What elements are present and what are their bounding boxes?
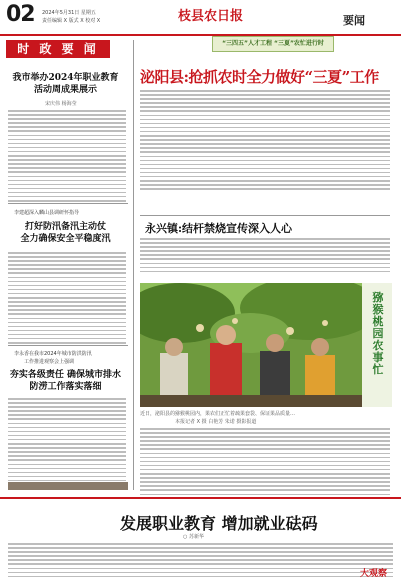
bottom-headline: 发展职业教育 增加就业砝码	[120, 514, 318, 533]
bottom-byline: ○ 苏新华	[183, 534, 204, 540]
newspaper-logo: 枝县农日报	[178, 9, 244, 24]
story-continued-body	[140, 428, 390, 502]
editor-line: 责任编辑 X 版式 X 校对 X	[42, 18, 101, 24]
section-rule	[0, 497, 401, 499]
divider	[8, 345, 128, 346]
second-body	[140, 238, 390, 275]
section-name: 要闻	[343, 14, 365, 27]
article-2-headline: 打好防汛备汛主动仗 全力确保安全平稳度汛	[20, 222, 111, 244]
page-number: 02	[6, 2, 35, 27]
article-1-body	[8, 110, 126, 204]
article-2-kicker: 李建超深入麟山县调研怀指导	[14, 210, 80, 216]
photo-illustration	[140, 283, 362, 407]
article-3-photo-strip	[8, 482, 128, 490]
article-3-body	[8, 398, 126, 484]
article-3-kicker-2: 工作推进观察会上强调	[24, 359, 75, 365]
article-2-body	[8, 252, 126, 346]
divider	[140, 215, 390, 216]
column-divider	[133, 40, 134, 490]
column-header: 时 政 要 闻	[6, 40, 110, 58]
column-stamp: 大观察	[360, 569, 388, 579]
article-1-byline: 宋庆伟 杨海莹	[45, 101, 77, 107]
photo-credit: 本报记者 X 摄 白艳芳 朱诺 摄影报道	[175, 419, 257, 425]
page-header	[0, 0, 401, 36]
article-3-kicker: 李永香在我市2024年城市防洪防汛	[14, 351, 92, 357]
article-1-headline: 我市举办2024年职业教育 活动周成果展示	[12, 73, 119, 95]
second-headline: 永兴镇:结杆禁烧宣传深入人心	[145, 222, 293, 235]
main-body	[140, 90, 390, 192]
divider	[8, 203, 128, 204]
top-banner: “三四五”人才工程 “三夏”农忙进行时	[212, 36, 334, 52]
main-headline: 泌阳县:抢抓农时全力做好“三夏”工作	[140, 68, 379, 86]
orchard-photo	[140, 283, 362, 407]
vertical-title: 猕猴桃园农事忙	[372, 291, 384, 376]
article-3-headline: 夯实各级责任 确保城市排水 防涝工作落实落细	[9, 370, 122, 392]
bottom-body	[8, 543, 393, 580]
dateline: 2024年5月31日 星期五	[42, 10, 96, 16]
photo-caption: 近日，泌阳县的猕猴桃园内，果农们正忙着疏果套袋、保证果品质量…	[140, 411, 296, 417]
